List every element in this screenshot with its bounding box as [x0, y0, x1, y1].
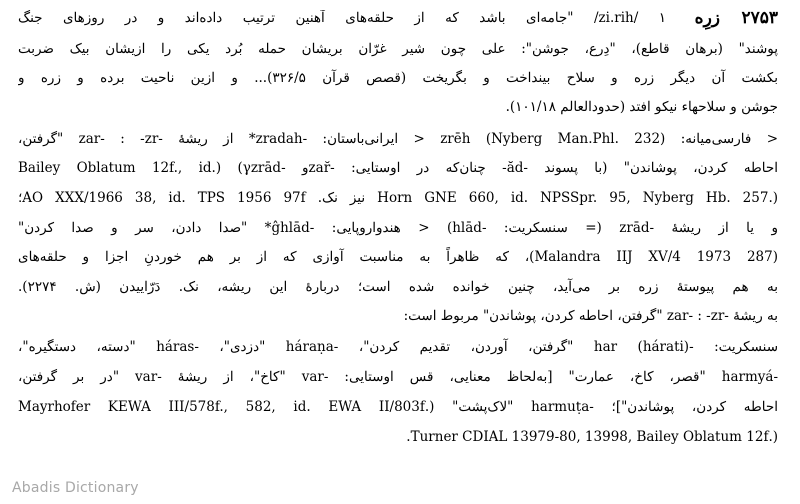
text-line: پوشند" (برهان قاطع)، "دِرع، جوشن": علی چون شیر غرّان بریشان حمله بُرد یکی را ازیشان بیک ضربت — [18, 41, 778, 57]
text-line: احاطه کردن، پوشاندن" (با پسوند -ăd- چنان‌که در اوستایی: -zar̆و -γzrād) (.Bailey Oblatum 12f., id — [18, 160, 778, 176]
text-line: به هم پیوستهٔ زره بر می‌آید، چنین خوانده شده است؛ دربارهٔ این ریشه، نک. دَرّاییدن (ش. ۲۲۷۴). — [18, 279, 778, 295]
text-line: جوشن و سلاحهاء نیکو افتد (حدودالعالم ۱۰۱/۱۸). — [505, 99, 778, 115]
text-line: سنسکریت: -har (hárati) "گرفتن، آوردن، تقدیم کردن"، -háraṇa "دزدی"، -háras "دسته، دستگیره"، — [18, 339, 778, 355]
text-line: به ریشهٔ -zar- : -zr "گرفتن، احاطه کردن، پوشاندن" مربوط است: — [403, 308, 778, 324]
text-line: (Malandra IIJ XV/4 1973 287)، که ظاهراً به مناسبت آوازی که از بر هم خوردنِ اجزا و حلقه‌های — [18, 249, 778, 265]
text-line: -harmyá "قصر، کاخ، عمارت" [به‌لحاظ معنایی، قس اوستایی: -var "کاخ"، از ریشهٔ -var "در بر گرفتن، — [18, 369, 778, 385]
text-line: < فارسی‌میانه: zrēh (Nyberg Man.Phl. 232) < ایرانی‌باستان: -zradah* از ریشهٔ -zar- : -zr "گرفتن، — [18, 131, 778, 147]
watermark: Abadis Dictionary — [12, 480, 139, 496]
text-line: و یا از ریشهٔ -zrād (= سنسکریت: -hlād) < هندواروپایی: -ĝhlād* "صدا دادن، سر و صدا کردن" — [18, 220, 778, 236]
text-line: (.Turner CDIAL 13979-80, 13998, Bailey Oblatum 12f. — [406, 429, 778, 445]
entry-definition-start: ١ /zi.rih/ "جامه‌ای باشد که از حلقه‌های آهنین ترتیب داده‌اند و در روزهای جنگ — [18, 10, 666, 26]
entry-number: ۲۷۵۳ — [741, 8, 778, 28]
text-line: احاطه کردن، پوشاندن"]؛ -harmuṭa "لاک‌پشت" (.Mayrhofer KEWA III/578f., 582, id. EWA II/803f — [18, 399, 778, 415]
text-line: (.Horn GNE 660, id. NPSSpr. 95, Nyberg Hb. 257 نیز نک. AO XXX/1966 38, id. TPS 1956 97f؛ — [18, 190, 778, 206]
entry-headword: زرِه — [694, 8, 720, 28]
entry-header — [18, 8, 778, 36]
text-line: بکشت آن دیگر زره و سلاح بینداخت و بگریخت (قصص قرآن ۳۲۶/۵)... و ازین ناحیت برده و زره و — [18, 70, 778, 86]
